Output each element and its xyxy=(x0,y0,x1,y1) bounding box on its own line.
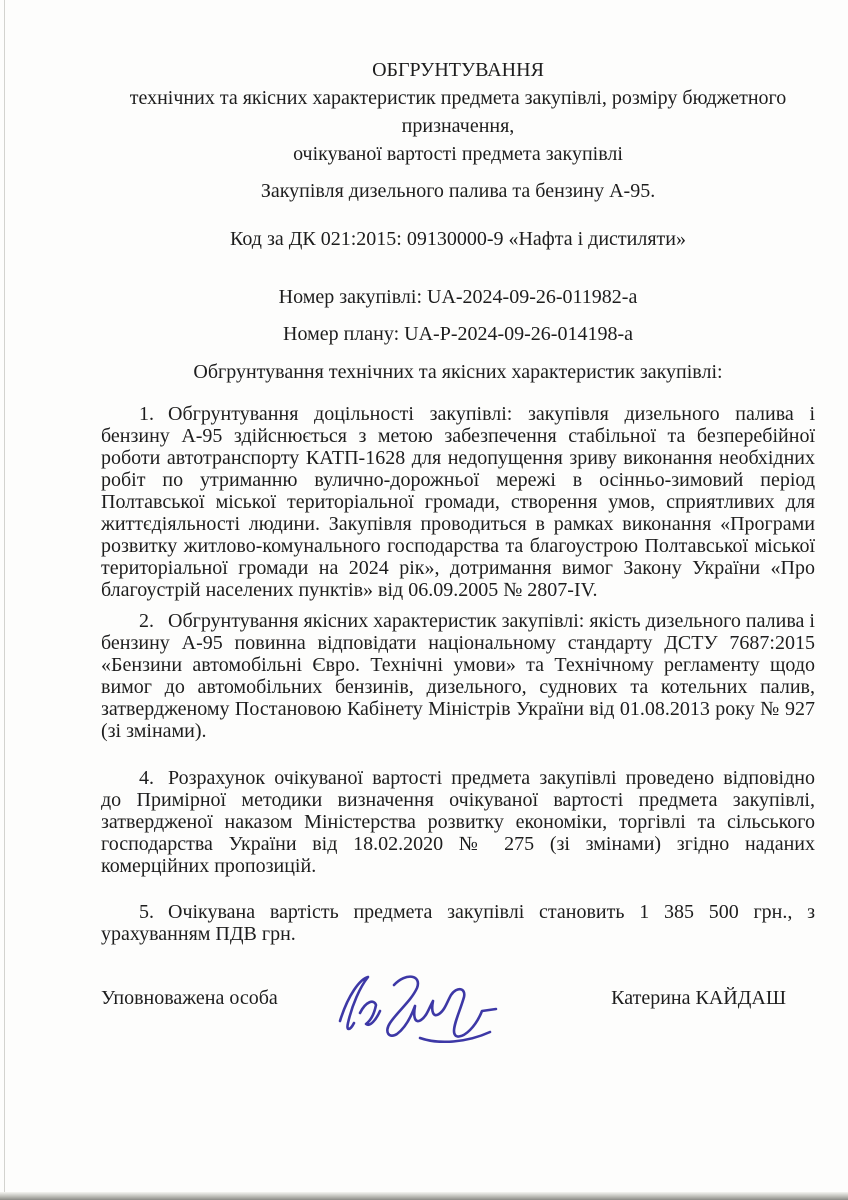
dk-code-line: Код за ДК 021:2015: 09130000-9 «Нафта і дистиляти» xyxy=(230,228,686,250)
procurement-subject-line: Закупівля дизельного палива та бензину А-95. xyxy=(260,180,656,202)
paragraph-5-text: Очікувана вартість предмета закупівлі становить 1 385 500 грн., з урахуванням ПДВ грн. xyxy=(101,901,815,945)
paragraph-5 xyxy=(101,901,815,945)
subtitle-line-2: очікуваної вартості предмета закупівлі xyxy=(293,143,623,165)
plan-number-line: Номер плану: UA-P-2024-09-26-014198-a xyxy=(283,323,633,345)
paragraph-4-text: Розрахунок очікуваної вартості предмета закупівлі проведено відповідно до Примірної методики визначення очікуваної вартості предмета закупівлі, затвердженої наказом Міністерства розвитку економіки, торгівлі та сільського господарства України від 18.02.2020 № 275 (зі змінами) згідно наданих комерційних пропозицій. xyxy=(101,767,815,877)
paragraph-1-number: 1. xyxy=(139,403,154,425)
signature-area xyxy=(278,987,611,1043)
paragraph-2 xyxy=(101,610,815,742)
page-title: ОБГРУНТУВАННЯ xyxy=(372,59,544,81)
signature-ink-path xyxy=(340,977,496,1042)
paragraph-2-text: Обгрунтування якісних характеристик закупівлі: якість дизельного палива і бензину А-95 повинна відповідати національному стандарту ДСТУ 7687:2015 «Бензини автомобільні Євро. Технічні умови» та Технічному регламенту щодо вимог до автомобільних бензинів, дизельного, суднових та котельних палив, затвердженому Постановою Кабінету Міністрів України від 01.08.2013 року № 927 (зі змінами). xyxy=(101,610,815,742)
signatory-name: Катерина КАЙДАШ xyxy=(611,987,786,1009)
signature-row xyxy=(101,987,815,1043)
document-heading-block xyxy=(101,56,815,168)
purchase-number-line: Номер закупівлі: UA-2024-09-26-011982-a xyxy=(278,286,638,308)
paragraph-1 xyxy=(101,403,815,601)
scan-edge-bottom-strip xyxy=(0,1192,848,1200)
paragraph-5-number: 5. xyxy=(139,901,154,923)
paragraph-1-text: Обгрунтування доцільності закупівлі: закупівля дизельного палива і бензину А-95 здійснюється з метою забезпечення стабільної та безперебійної роботи автотранспорту КАТП-1628 для недопущення зриву виконання необхідних робіт по утриманню вулично-дорожньої мережі в осінньо-зимовий період Полтавської міської територіальної громади, створення умов, сприятливих для життєдіяльності людини. Закупівля проводиться в рамках виконання «Програми розвитку житлово-комунального господарства та благоустрою Полтавської міської територіальної громади на 2024 рік», дотримання вимог Закону України «Про благоустрій населених пунктів» від 06.09.2005 № 2807-IV. xyxy=(101,403,815,601)
paragraph-4 xyxy=(101,767,815,877)
signature-ink xyxy=(332,967,500,1043)
signatory-role-label: Уповноважена особа xyxy=(101,987,278,1009)
paragraph-4-number: 4. xyxy=(139,767,154,789)
subtitle-line-1: технічних та якісних характеристик предмета закупівлі, розміру бюджетного призначення, xyxy=(129,87,787,137)
section-heading: Обгрунтування технічних та якісних характеристик закупівлі: xyxy=(193,361,723,383)
paragraph-2-number: 2. xyxy=(139,610,154,632)
